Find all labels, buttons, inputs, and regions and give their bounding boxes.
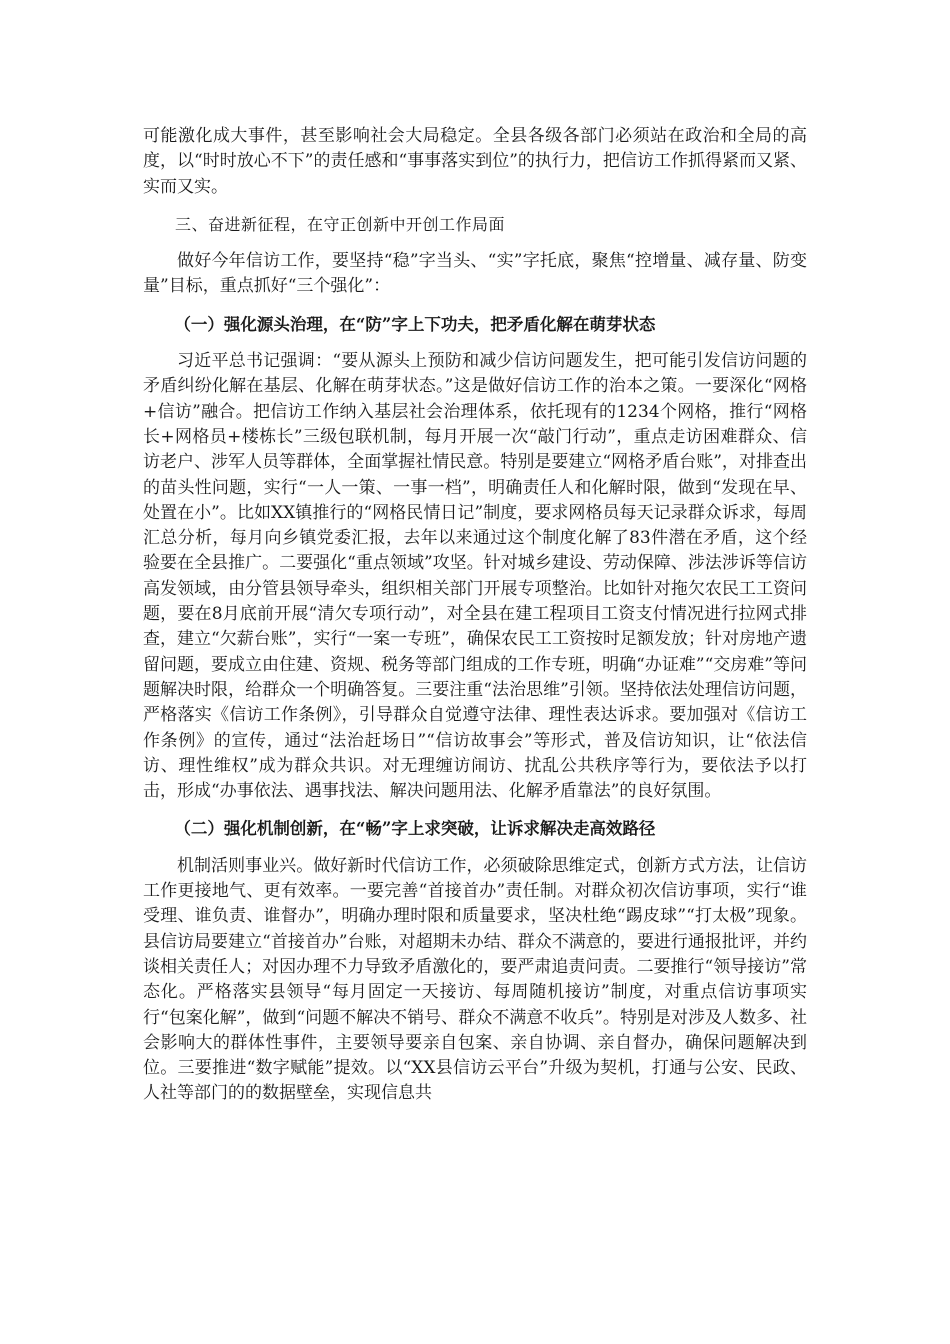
sub-heading-1: （一）强化源头治理，在“防”字上下功夫，把矛盾化解在萌芽状态 xyxy=(174,314,656,334)
section-heading-3: 三、奋进新征程，在守正创新中开创工作局面 xyxy=(175,214,506,234)
paragraph-intro: 可能激化成大事件，甚至影响社会大局稳定。全县各级各部门必须站在政治和全局的高度，以“时时放心不下”的责任感和“事事落实到位”的执行力，把信访工作抓得紧而又紧、实而又实。 xyxy=(143,126,807,197)
sub-heading-2: （二）强化机制创新，在“畅”字上求突破，让诉求解决走高效路径 xyxy=(174,819,656,839)
document-page xyxy=(143,124,807,1107)
paragraph-mechanism-innovation: 机制活则事业兴。做好新时代信访工作，必须破除思维定式，创新方式方法，让信访工作更接地气、更有效率。一要完善“首接首办”责任制。对群众初次信访事项，实行“谁受理、谁负责、谁督办”，明确办理时限和质量要求，坚决杜绝“踢皮球”“打太极”现象。县信访局要建立“首接首办”台账，对超期未办结、群众不满意的，要进行通报批评，并约谈相关责任人；对因办理不力导致矛盾激化的，要严肃追责问责。二要推行“领导接访”常态化。严格落实县领导“每月固定一天接访、每周随机接访”制度，对重点信访事项实行“包案化解”，做到“问题不解决不销号、群众不满意不收兵”。特别是对涉及人数多、社会影响大的群体性事件，主要领导要亲自包案、亲自协调、亲自督办，确保问题解决到位。三要推进“数字赋能”提效。以“XX县信访云平台”升级为契机，打通与公安、民政、人社等部门的的数据壁垒，实现信息共 xyxy=(143,855,807,1104)
paragraph-overview: 做好今年信访工作，要坚持“稳”字当头、“实”字托底，聚焦“控增量、减存量、防变量”目标，重点抓好“三个强化”： xyxy=(143,251,807,297)
paragraph-source-governance: 习近平总书记强调：“要从源头上预防和减少信访问题发生，把可能引发信访问题的矛盾纠纷化解在基层、化解在萌芽状态。”这是做好信访工作的治本之策。一要深化“网格+信访”融合。把信访工作纳入基层社会治理体系，依托现有的1234个网格，推行“网格长+网格员+楼栋长”三级包联机制，每月开展一次“敲门行动”，重点走访困难群众、信访老户、涉军人员等群体，全面掌握社情民意。特别是要建立“网格矛盾台账”，对排查出的苗头性问题，实行“一人一策、一事一档”，明确责任人和化解时限，做到“发现在早、处置在小”。比如XX镇推行的“网格民情日记”制度，要求网格员每天记录群众诉求，每周汇总分析，每月向乡镇党委汇报，去年以来通过这个制度化解了83件潜在矛盾，这个经验要在全县推广。二要强化“重点领域”攻坚。针对城乡建设、劳动保障、涉法涉诉等信访高发领域，由分管县领导牵头，组织相关部门开展专项整治。比如针对拖欠农民工工资问题，要在8月底前开展“清欠专项行动”，对全县在建工程项目工资支付情况进行拉网式排查，建立“欠薪台账”，实行“一案一专班”，确保农民工工资按时足额发放；针对房地产遗留问题，要成立由住建、资规、税务等部门组成的工作专班，明确“办证难”“交房难”等问题解决时限，给群众一个明确答复。三要注重“法治思维”引领。坚持依法处理信访问题，严格落实《信访工作条例》，引导群众自觉遵守法律、理性表达诉求。要加强对《信访工作条例》的宣传，通过“法治赶场日”“信访故事会”等形式，普及信访知识，让“依法信访、理性维权”成为群众共识。对无理缠访闹访、扰乱公共秩序等行为，要依法予以打击，形成“办事依法、遇事找法、解决问题用法、化解矛盾靠法”的良好氛围。 xyxy=(143,351,807,802)
